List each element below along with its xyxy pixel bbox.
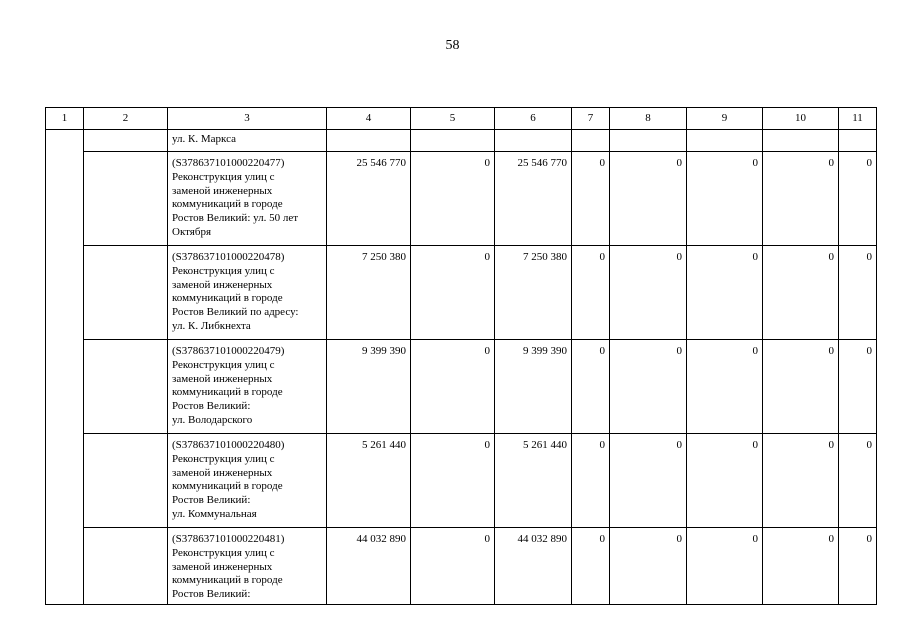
cell-col9: 0 bbox=[687, 340, 763, 434]
column-header-3: 3 bbox=[168, 108, 327, 130]
column-header-5: 5 bbox=[411, 108, 495, 130]
cell-col11: 0 bbox=[839, 434, 877, 528]
cell-name bbox=[168, 340, 327, 434]
cell-col10: 0 bbox=[763, 246, 839, 340]
cell-col5: 0 bbox=[411, 246, 495, 340]
cell-col7: 0 bbox=[572, 152, 610, 246]
cell-col7: 0 bbox=[572, 434, 610, 528]
cell-col8: 0 bbox=[610, 528, 687, 605]
cell-col2 bbox=[84, 130, 168, 152]
table-row bbox=[46, 528, 877, 605]
name-line: Октября bbox=[172, 225, 212, 238]
cell-name: ул. К. Маркса bbox=[168, 130, 327, 152]
cell-col2 bbox=[84, 434, 168, 528]
name-line: коммуникаций в городе bbox=[172, 574, 283, 587]
column-header-10: 10 bbox=[763, 108, 839, 130]
cell-col11: 0 bbox=[839, 340, 877, 434]
name-line: Ростов Великий: bbox=[172, 400, 251, 413]
cell-col7 bbox=[572, 130, 610, 152]
cell-col8: 0 bbox=[610, 434, 687, 528]
name-line: (S378637101000220479) bbox=[172, 345, 285, 357]
budget-table bbox=[45, 107, 877, 605]
name-line: Реконструкция улиц с bbox=[172, 264, 275, 277]
name-line: коммуникаций в городе bbox=[172, 292, 283, 305]
cell-col4: 7 250 380 bbox=[327, 246, 411, 340]
cell-col5 bbox=[411, 130, 495, 152]
name-line: (S378637101000220478) bbox=[172, 251, 285, 263]
name-line: (S378637101000220480) bbox=[172, 439, 285, 451]
cell-col10: 0 bbox=[763, 528, 839, 605]
cell-col4: 9 399 390 bbox=[327, 340, 411, 434]
cell-col4: 44 032 890 bbox=[327, 528, 411, 605]
cell-col5: 0 bbox=[411, 340, 495, 434]
cell-col11: 0 bbox=[839, 528, 877, 605]
name-line: Реконструкция улиц с bbox=[172, 452, 275, 465]
cell-col4 bbox=[327, 130, 411, 152]
name-line: Ростов Великий по адресу: bbox=[172, 306, 299, 319]
table-row bbox=[46, 130, 877, 152]
cell-col10: 0 bbox=[763, 152, 839, 246]
name-line: Реконструкция улиц с bbox=[172, 170, 275, 183]
cell-col6 bbox=[495, 130, 572, 152]
column-header-9: 9 bbox=[687, 108, 763, 130]
name-line: заменой инженерных bbox=[172, 560, 273, 573]
cell-col9: 0 bbox=[687, 434, 763, 528]
cell-col10: 0 bbox=[763, 434, 839, 528]
cell-col2 bbox=[84, 528, 168, 605]
cell-col7: 0 bbox=[572, 340, 610, 434]
name-line: (S378637101000220481) bbox=[172, 533, 285, 545]
cell-name bbox=[168, 152, 327, 246]
cell-col11: 0 bbox=[839, 246, 877, 340]
cell-col10 bbox=[763, 130, 839, 152]
cell-name bbox=[168, 434, 327, 528]
cell-name bbox=[168, 246, 327, 340]
cell-col6: 25 546 770 bbox=[495, 152, 572, 246]
name-line: коммуникаций в городе bbox=[172, 198, 283, 211]
cell-col9: 0 bbox=[687, 528, 763, 605]
column-header-11: 11 bbox=[839, 108, 877, 130]
cell-col6: 9 399 390 bbox=[495, 340, 572, 434]
name-line: заменой инженерных bbox=[172, 372, 273, 385]
table-row bbox=[46, 340, 877, 434]
name-line: Ростов Великий: bbox=[172, 494, 251, 507]
cell-col5: 0 bbox=[411, 528, 495, 605]
name-line: заменой инженерных bbox=[172, 278, 273, 291]
cell-col7: 0 bbox=[572, 528, 610, 605]
name-line: ул. Коммунальная bbox=[172, 507, 257, 520]
name-line: ул. К. Либкнехта bbox=[172, 319, 251, 332]
column-header-2: 2 bbox=[84, 108, 168, 130]
table-row bbox=[46, 246, 877, 340]
column-header-8: 8 bbox=[610, 108, 687, 130]
merged-cell-col1 bbox=[46, 130, 84, 605]
name-line: Ростов Великий: ул. 50 лет bbox=[172, 212, 299, 225]
column-header-1: 1 bbox=[46, 108, 84, 130]
cell-col2 bbox=[84, 246, 168, 340]
cell-col6: 5 261 440 bbox=[495, 434, 572, 528]
cell-col2 bbox=[84, 152, 168, 246]
cell-col8 bbox=[610, 130, 687, 152]
column-header-6: 6 bbox=[495, 108, 572, 130]
name-line: коммуникаций в городе bbox=[172, 386, 283, 399]
name-line: коммуникаций в городе bbox=[172, 480, 283, 493]
column-header-7: 7 bbox=[572, 108, 610, 130]
cell-col8: 0 bbox=[610, 246, 687, 340]
cell-col9: 0 bbox=[687, 152, 763, 246]
cell-col9: 0 bbox=[687, 246, 763, 340]
cell-col4: 5 261 440 bbox=[327, 434, 411, 528]
name-line: Ростов Великий: bbox=[172, 588, 251, 601]
cell-col10: 0 bbox=[763, 340, 839, 434]
name-line: заменой инженерных bbox=[172, 184, 273, 197]
name-line: ул. Володарского bbox=[172, 413, 253, 426]
cell-col4: 25 546 770 bbox=[327, 152, 411, 246]
cell-name bbox=[168, 528, 327, 605]
cell-col5: 0 bbox=[411, 152, 495, 246]
cell-col5: 0 bbox=[411, 434, 495, 528]
header-row bbox=[46, 108, 877, 130]
name-line: Реконструкция улиц с bbox=[172, 546, 275, 559]
cell-col11: 0 bbox=[839, 152, 877, 246]
cell-col6: 7 250 380 bbox=[495, 246, 572, 340]
page-number: 58 bbox=[445, 38, 460, 53]
name-line: (S378637101000220477) bbox=[172, 157, 285, 169]
name-line: Реконструкция улиц с bbox=[172, 358, 275, 371]
table-row bbox=[46, 434, 877, 528]
cell-col11 bbox=[839, 130, 877, 152]
cell-col7: 0 bbox=[572, 246, 610, 340]
cell-col6: 44 032 890 bbox=[495, 528, 572, 605]
table-row bbox=[46, 152, 877, 246]
cell-col8: 0 bbox=[610, 340, 687, 434]
cell-col9 bbox=[687, 130, 763, 152]
cell-col8: 0 bbox=[610, 152, 687, 246]
column-header-4: 4 bbox=[327, 108, 411, 130]
cell-col2 bbox=[84, 340, 168, 434]
name-line: заменой инженерных bbox=[172, 466, 273, 479]
